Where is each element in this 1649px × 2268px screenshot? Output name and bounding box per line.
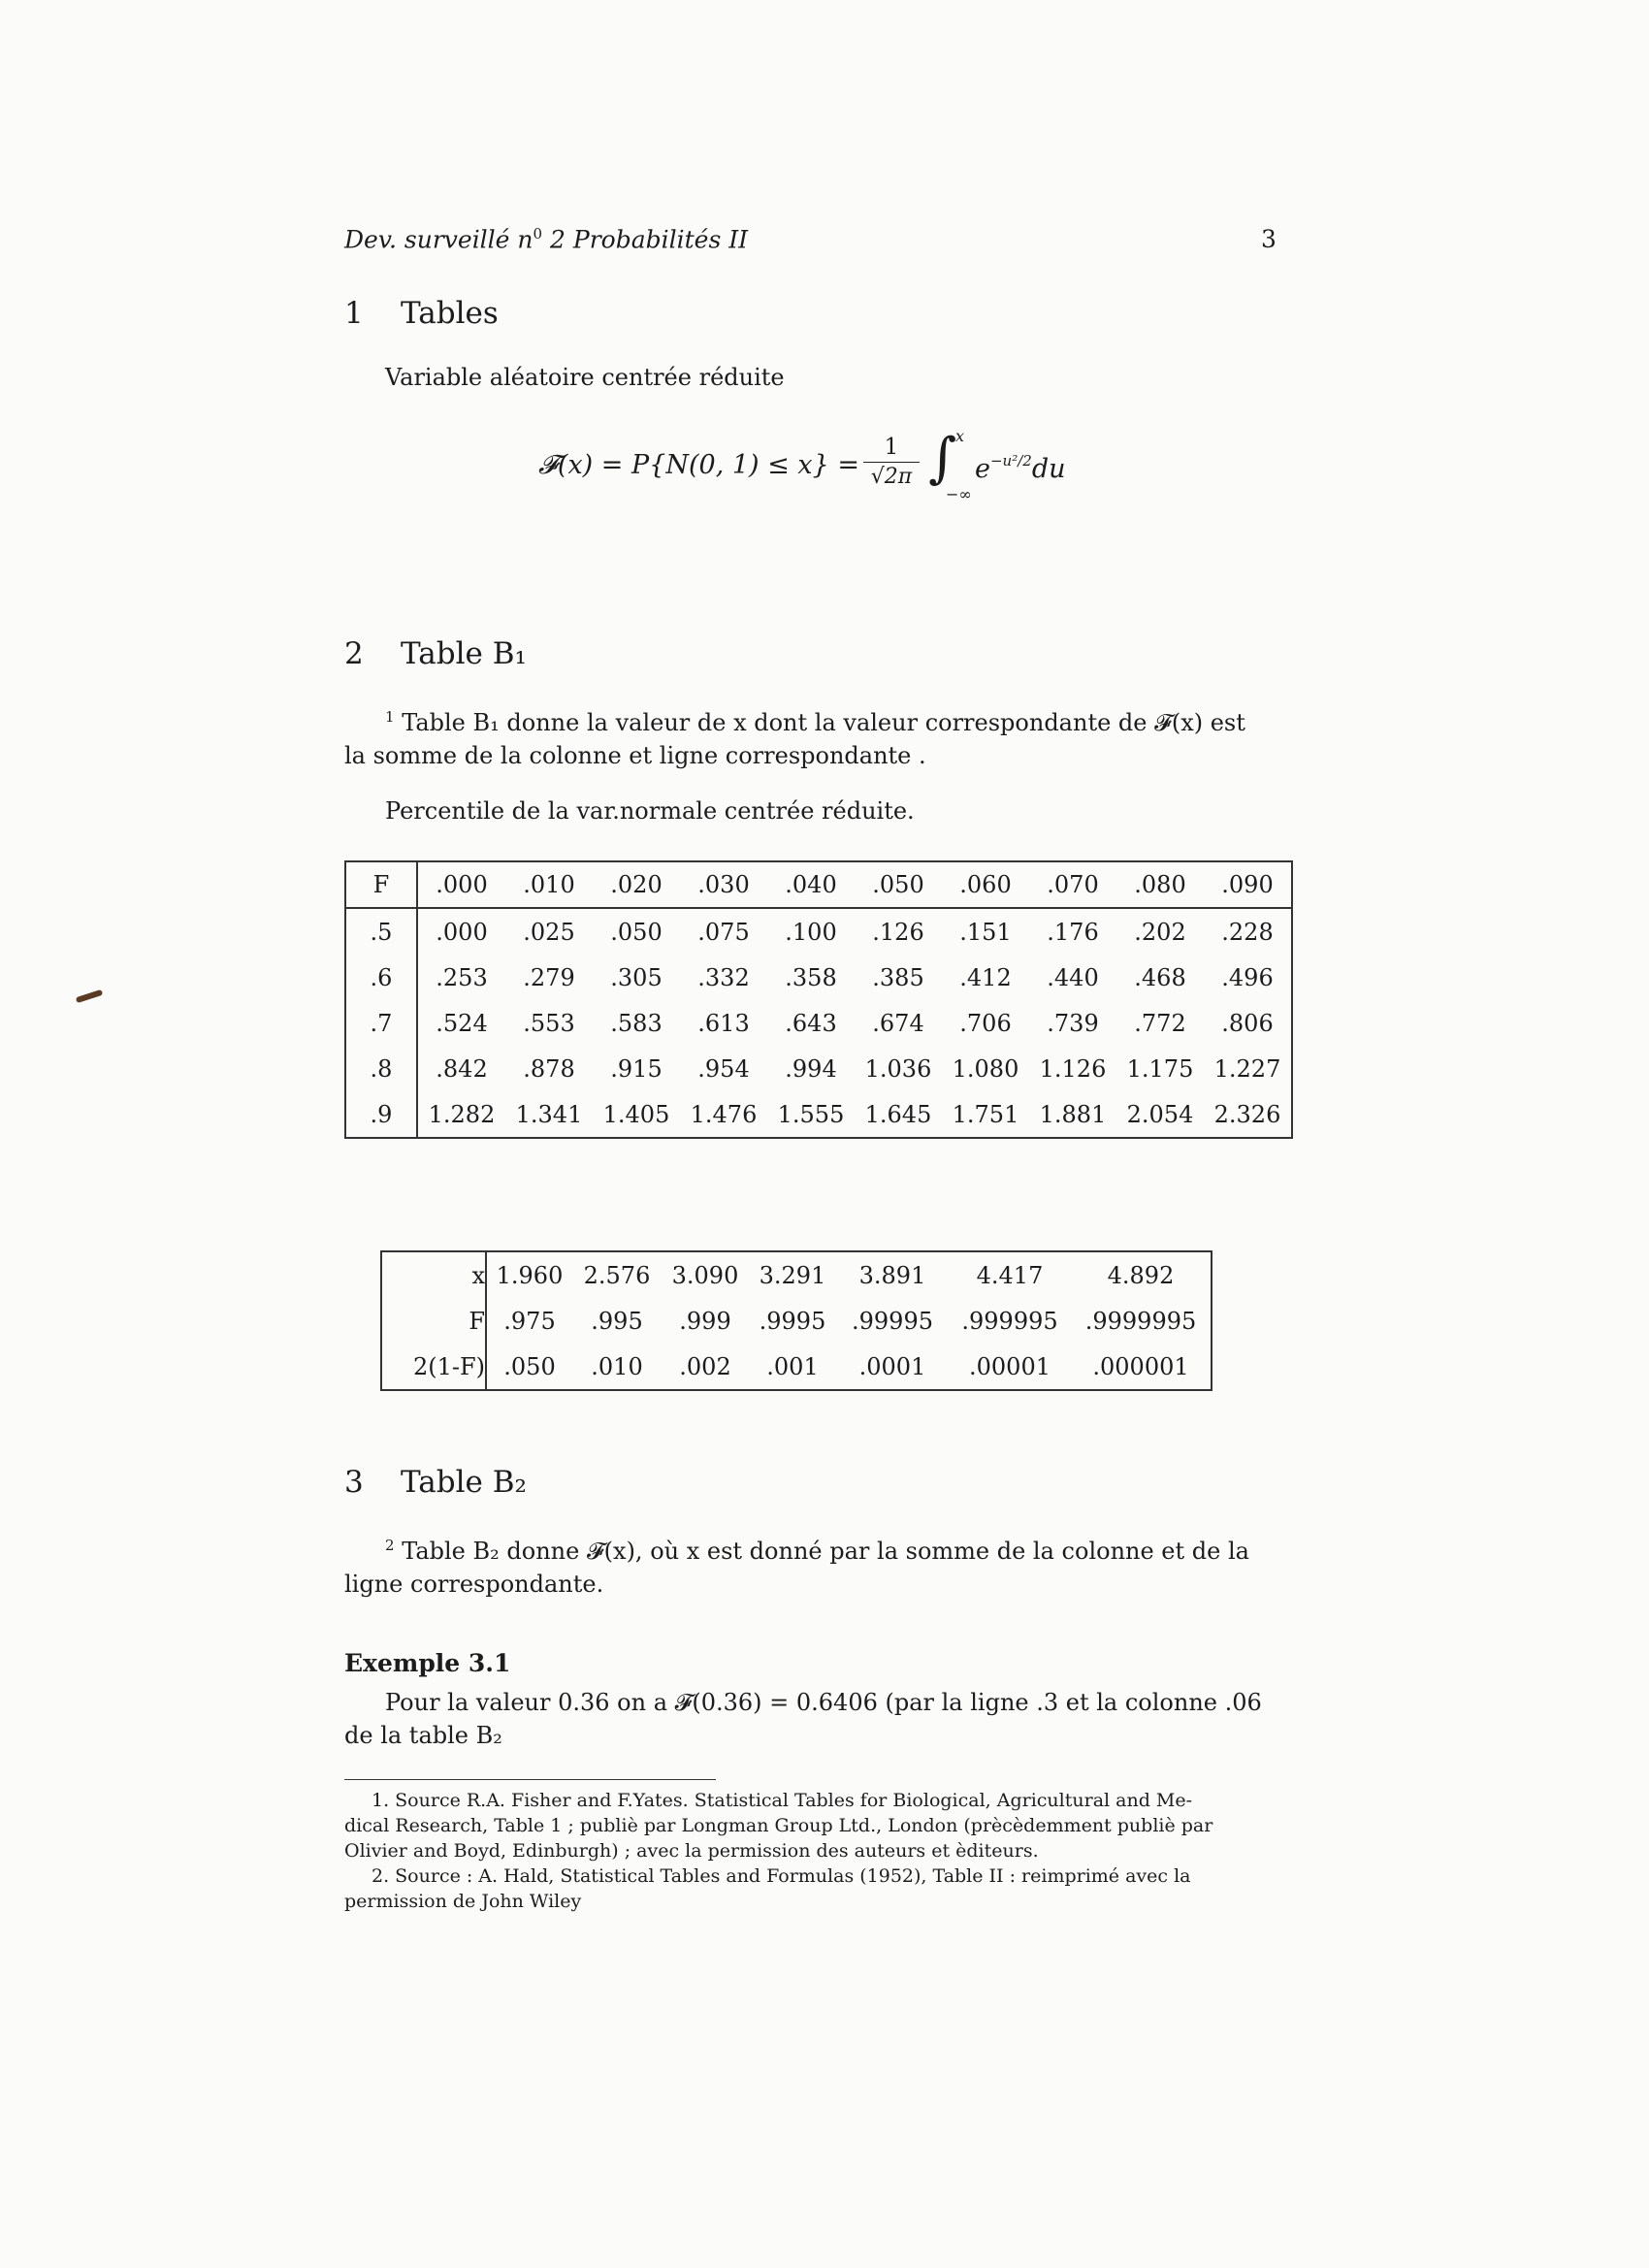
table-cell: .995 xyxy=(591,1307,643,1335)
col-header: .040 xyxy=(767,861,855,908)
table-cell: .99995 xyxy=(852,1307,933,1335)
table-cell: .553 xyxy=(523,1009,575,1037)
table-cell: .806 xyxy=(1221,1009,1274,1037)
col-header: .070 xyxy=(1029,861,1116,908)
footnote-rule xyxy=(344,1779,716,1780)
table-cell: 1.405 xyxy=(602,1100,670,1128)
footnote-marker-1: 1 xyxy=(385,708,395,726)
table-cell: .050 xyxy=(610,918,663,946)
col-header: .010 xyxy=(505,861,593,908)
example-text-line1: Pour la valeur 0.36 on a 𝓕(0.36) = 0.6406 (par la ligne .3 et la colonne .06 xyxy=(385,1689,1262,1716)
header-title-suffix: 2 Probabilités II xyxy=(542,225,748,254)
page-number: 3 xyxy=(1261,225,1277,253)
table-cell: .975 xyxy=(503,1307,556,1335)
section-2-heading xyxy=(344,636,527,671)
table-cell: 2.576 xyxy=(583,1261,651,1289)
table-cell: .772 xyxy=(1134,1009,1186,1037)
integrand-base: e xyxy=(975,454,990,484)
integral-lower-bound: −∞ xyxy=(946,485,972,503)
table-cell: .001 xyxy=(766,1352,819,1380)
section-3-title: Table B₂ xyxy=(401,1465,527,1500)
table-cell: .075 xyxy=(697,918,750,946)
table-row xyxy=(345,955,1292,1000)
section-2-number: 2 xyxy=(344,636,364,671)
table-cell: .999 xyxy=(679,1307,731,1335)
table-cell: .440 xyxy=(1047,963,1099,991)
table-cell: 3.891 xyxy=(858,1261,926,1289)
table-cell: .613 xyxy=(697,1009,750,1037)
row-label: .7 xyxy=(345,1000,417,1046)
table-row xyxy=(381,1344,1212,1390)
table-cell: .202 xyxy=(1134,918,1186,946)
table-cell: .468 xyxy=(1134,963,1186,991)
table-cell: .954 xyxy=(697,1054,750,1083)
integral-upper-bound: x xyxy=(955,427,965,445)
table-cell: .412 xyxy=(959,963,1012,991)
formula-integrand xyxy=(975,452,1066,484)
col-header: .080 xyxy=(1116,861,1204,908)
footnote-marker-2: 2 xyxy=(385,1537,395,1554)
table-cell: 1.555 xyxy=(777,1100,845,1128)
col-header: .000 xyxy=(417,861,505,908)
section-3-number: 3 xyxy=(344,1465,364,1500)
footnotes xyxy=(344,1788,1274,1914)
footnote-1-line3: Olivier and Boyd, Edinburgh) ; avec la permission des auteurs et èditeurs. xyxy=(344,1840,1039,1862)
table-row xyxy=(345,908,1292,955)
section-1-intro: Variable aléatoire centrée réduite xyxy=(385,364,785,391)
table-cell: .994 xyxy=(785,1054,837,1083)
table-cell: .025 xyxy=(523,918,575,946)
table-cell: 3.090 xyxy=(671,1261,739,1289)
table-cell: .228 xyxy=(1221,918,1274,946)
header-title-prefix: Dev. surveillé n xyxy=(344,225,534,254)
table-cell: 1.476 xyxy=(690,1100,758,1128)
section-2-text-line2: la somme de la colonne et ligne correspondante . xyxy=(344,742,926,769)
table-cell: .000001 xyxy=(1092,1352,1189,1380)
table-cell: .100 xyxy=(785,918,837,946)
table-cell: 2.326 xyxy=(1213,1100,1281,1128)
col-header: .030 xyxy=(680,861,767,908)
table-cell: .9999995 xyxy=(1084,1307,1197,1335)
row-label: .6 xyxy=(345,955,417,1000)
table-cell: .332 xyxy=(697,963,750,991)
table-cell: .010 xyxy=(591,1352,643,1380)
section-1-heading xyxy=(344,296,499,331)
col-header: .060 xyxy=(942,861,1029,908)
header-title-sup: 0 xyxy=(533,225,543,243)
table-cell: .126 xyxy=(872,918,924,946)
running-header xyxy=(344,225,748,253)
table-cell: .739 xyxy=(1047,1009,1099,1037)
table-cell: .0001 xyxy=(858,1352,926,1380)
col-header: .050 xyxy=(855,861,942,908)
footnote-1-line1: 1. Source R.A. Fisher and F.Yates. Statistical Tables for Biological, Agricultural and Me- xyxy=(372,1790,1193,1811)
section-2-text xyxy=(344,700,1276,772)
table-cell: .524 xyxy=(436,1009,488,1037)
row-label: .5 xyxy=(345,908,417,955)
section-3-text xyxy=(344,1529,1276,1601)
table-row xyxy=(381,1251,1212,1298)
formula-fraction xyxy=(863,435,920,489)
table-cell: .643 xyxy=(785,1009,837,1037)
table-row xyxy=(381,1298,1212,1344)
table-cell: 1.080 xyxy=(952,1054,1019,1083)
integral-sign: ∫ xyxy=(928,427,957,490)
table-header-row xyxy=(345,861,1292,908)
table-cell: .050 xyxy=(503,1352,556,1380)
table-cell: 1.960 xyxy=(496,1261,564,1289)
table-cell: 1.175 xyxy=(1126,1054,1194,1083)
table-cell: .496 xyxy=(1221,963,1274,991)
table-cell: 4.892 xyxy=(1107,1261,1175,1289)
table-cell: 3.291 xyxy=(759,1261,826,1289)
table-cell: .842 xyxy=(436,1054,488,1083)
example-text xyxy=(344,1686,1276,1752)
table-cell: 1.881 xyxy=(1039,1100,1107,1128)
table-row xyxy=(345,1000,1292,1046)
integrand-differential: du xyxy=(1031,454,1066,484)
section-1-title: Tables xyxy=(401,296,499,331)
table-cell: .279 xyxy=(523,963,575,991)
table-cell: 1.282 xyxy=(428,1100,496,1128)
formula-fraction-numerator: 1 xyxy=(884,435,899,460)
section-3-heading xyxy=(344,1465,527,1500)
table-caption: Percentile de la var.normale centrée réduite. xyxy=(385,797,915,825)
formula-fraction-denominator: √2π xyxy=(870,465,913,489)
table-cell: 1.036 xyxy=(864,1054,932,1083)
col-header: .020 xyxy=(593,861,680,908)
example-text-line2: de la table B₂ xyxy=(344,1722,502,1749)
section-2-text-line1: Table B₁ donne la valeur de x dont la valeur correspondante de 𝓕(x) est xyxy=(402,709,1245,736)
section-3-text-line2: ligne correspondante. xyxy=(344,1571,604,1598)
table-cell: .00001 xyxy=(969,1352,1051,1380)
table-cell: .706 xyxy=(959,1009,1012,1037)
footnote-2-line1: 2. Source : A. Hald, Statistical Tables and Formulas (1952), Table II : reimprimé avec la xyxy=(372,1865,1191,1887)
col-header: .090 xyxy=(1204,861,1292,908)
footnote-2-line2: permission de John Wiley xyxy=(344,1891,582,1912)
table-cell: .9995 xyxy=(759,1307,826,1335)
table-cell: .002 xyxy=(679,1352,731,1380)
table-cell: 1.751 xyxy=(952,1100,1019,1128)
table-cell: .385 xyxy=(872,963,924,991)
table-row xyxy=(345,1046,1292,1091)
table-cell: .583 xyxy=(610,1009,663,1037)
table-corner-cell: F xyxy=(345,861,417,908)
scan-mark xyxy=(76,989,103,1003)
row-label: x xyxy=(381,1251,486,1298)
table-cell: .151 xyxy=(959,918,1012,946)
formula-lhs: 𝓕(x) = P{N(0, 1) ≤ x} = xyxy=(538,450,859,480)
percentile-table xyxy=(344,860,1293,1139)
table-cell: 4.417 xyxy=(976,1261,1044,1289)
table-cell: 1.341 xyxy=(515,1100,583,1128)
section-3-text-line1: Table B₂ donne 𝓕(x), où x est donné par la somme de la colonne et de la xyxy=(402,1538,1249,1565)
critical-values-table xyxy=(380,1250,1212,1391)
table-cell: .878 xyxy=(523,1054,575,1083)
table-row xyxy=(345,1091,1292,1138)
table-cell: .000 xyxy=(436,918,488,946)
integrand-exponent: −u²/2 xyxy=(989,452,1032,470)
table-cell: .915 xyxy=(610,1054,663,1083)
row-label: .9 xyxy=(345,1091,417,1138)
section-1-number: 1 xyxy=(344,296,364,331)
row-label: 2(1-F) xyxy=(381,1344,486,1390)
example-title: Exemple 3.1 xyxy=(344,1649,511,1677)
table-cell: .674 xyxy=(872,1009,924,1037)
table-cell: .999995 xyxy=(961,1307,1058,1335)
row-label: .8 xyxy=(345,1046,417,1091)
table-cell: 2.054 xyxy=(1126,1100,1194,1128)
table-cell: .253 xyxy=(436,963,488,991)
table-cell: 1.645 xyxy=(864,1100,932,1128)
table-cell: .305 xyxy=(610,963,663,991)
formula-fraction-bar xyxy=(863,462,920,463)
table-cell: 1.126 xyxy=(1039,1054,1107,1083)
section-2-title: Table B₁ xyxy=(401,636,527,671)
formula-cdf xyxy=(538,427,1120,512)
table-cell: 1.227 xyxy=(1213,1054,1281,1083)
footnote-1-line2: dical Research, Table 1 ; publiè par Longman Group Ltd., London (prècèdemment publiè par xyxy=(344,1815,1213,1836)
table-cell: .358 xyxy=(785,963,837,991)
row-label: F xyxy=(381,1298,486,1344)
table-cell: .176 xyxy=(1047,918,1099,946)
